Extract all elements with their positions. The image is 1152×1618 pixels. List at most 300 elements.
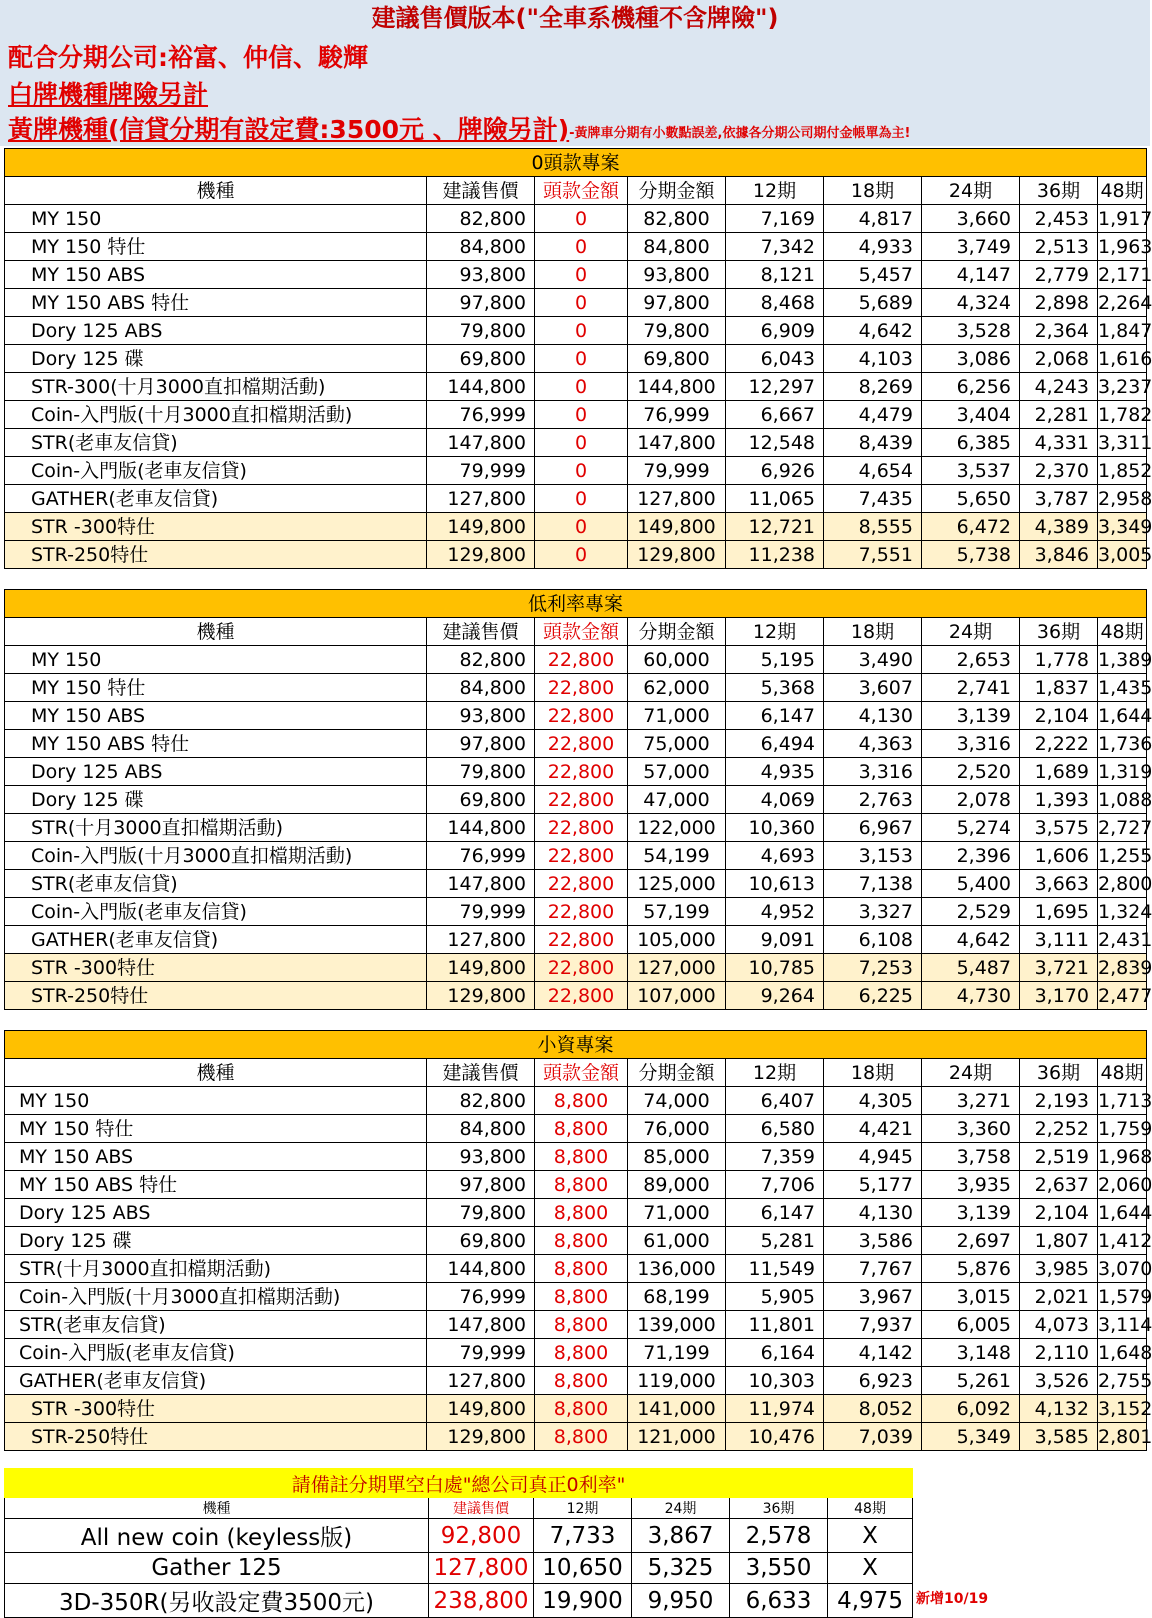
table-cell: 22,800 [535,758,628,786]
table-cell: 12,721 [726,513,824,541]
column-header: 建議售價 [427,618,535,646]
table-cell: 0 [535,429,628,457]
table-cell: 10,613 [726,870,824,898]
table-cell: 7,706 [726,1171,824,1199]
table-cell: 4,654 [824,457,922,485]
plan-table-low-interest [4,589,1152,1010]
table-row [5,702,1147,730]
table-cell: 0 [535,457,628,485]
table-row [5,758,1147,786]
table-cell: 144,800 [427,1255,535,1283]
column-header: 分期金額 [628,1059,726,1087]
column-header: 48期 [1098,618,1147,646]
table-row [5,1395,1147,1423]
table-cell: 6,472 [922,513,1020,541]
model-name: Coin-入門版(老車友信貸) [5,457,427,485]
table-cell: 147,800 [628,429,726,457]
model-name: STR(老車友信貸) [5,1311,427,1339]
table-cell: 1,435 [1098,674,1147,702]
table-cell: 2,110 [1020,1339,1098,1367]
table-row [5,1339,1147,1367]
column-header: 24期 [922,177,1020,205]
table-cell: 8,800 [535,1311,628,1339]
table-cell: 6,494 [726,730,824,758]
model-name: STR-300(十月3000直扣檔期活動) [5,373,427,401]
column-header: 頭款金額 [535,618,628,646]
table-cell: 4,130 [824,1199,922,1227]
table-cell: 2,453 [1020,205,1098,233]
table-cell: 2,801 [1098,1423,1147,1451]
table-cell: 144,800 [427,814,535,842]
table-cell: 47,000 [628,786,726,814]
model-name: GATHER(老車友信貸) [5,1367,427,1395]
table-cell: 12,297 [726,373,824,401]
table-cell: 8,800 [535,1087,628,1115]
table-cell: 1,689 [1020,758,1098,786]
table-cell: 127,800 [427,485,535,513]
table-cell: 1,324 [1098,898,1147,926]
table-cell: 6,164 [726,1339,824,1367]
table-cell: 129,800 [427,1423,535,1451]
table-cell: 147,800 [427,870,535,898]
table-cell: 2,578 [730,1519,828,1553]
column-header: 頭款金額 [535,1059,628,1087]
table-row [5,1143,1147,1171]
table-cell: 4,952 [726,898,824,926]
table-cell: 82,800 [628,205,726,233]
table-cell: 3,316 [922,730,1020,758]
table-cell: 107,000 [628,982,726,1010]
table-cell: 74,000 [628,1087,726,1115]
yellow-plate-text: 黃牌機種(信貸分期有設定費:3500元 、牌險另計) [8,115,570,144]
table-cell: 3,139 [922,1199,1020,1227]
model-name: STR-250特仕 [5,982,427,1010]
table-cell: 0 [535,289,628,317]
plan-table-zero-down [4,148,1152,569]
table-cell: 7,551 [824,541,922,569]
table-cell: 71,199 [628,1339,726,1367]
table-cell: 8,800 [535,1143,628,1171]
table-cell: 3,153 [824,842,922,870]
column-header: 機種 [5,177,427,205]
table-cell: 3,985 [1020,1255,1098,1283]
table-cell: 2,431 [1098,926,1147,954]
table-cell: 3,758 [922,1143,1020,1171]
table-cell: 79,999 [427,898,535,926]
table-row [5,205,1147,233]
table-cell: 7,767 [824,1255,922,1283]
table-cell: 0 [535,541,628,569]
table-cell: 4,642 [922,926,1020,954]
table-cell: 22,800 [535,926,628,954]
table-cell: 5,281 [726,1227,824,1255]
table-cell: 3,152 [1098,1395,1147,1423]
model-name: Dory 125 碟 [5,1227,427,1255]
table-cell: 0 [535,401,628,429]
model-name: Coin-入門版(老車友信貸) [5,1339,427,1367]
table-row [5,1255,1147,1283]
table-cell: 2,364 [1020,317,1098,345]
table-cell: 22,800 [535,898,628,926]
table-cell: 4,945 [824,1143,922,1171]
table-cell: 3,490 [824,646,922,674]
table-cell: 76,000 [628,1115,726,1143]
column-header: 48期 [1098,1059,1147,1087]
table-cell: 82,800 [427,1087,535,1115]
column-header: 36期 [1020,1059,1098,1087]
table-cell: 97,800 [427,730,535,758]
table-cell: 6,926 [726,457,824,485]
table-cell: 93,800 [427,261,535,289]
table-cell: 4,730 [922,982,1020,1010]
column-header: 24期 [922,1059,1020,1087]
table-cell: 1,759 [1098,1115,1147,1143]
table-row [5,814,1147,842]
column-header: 18期 [824,618,922,646]
table-cell: 71,000 [628,702,726,730]
table-cell: 22,800 [535,814,628,842]
table-cell: 139,000 [628,1311,726,1339]
table-cell: 10,303 [726,1367,824,1395]
plan-title-row [5,590,1147,618]
table-cell: 127,800 [429,1553,534,1584]
table-cell: 8,052 [824,1395,922,1423]
model-name: MY 150 [5,1087,427,1115]
table-row [5,1553,913,1584]
table-row [5,373,1147,401]
table-row [5,926,1147,954]
table-cell: 149,800 [427,1395,535,1423]
table-cell: 3,550 [730,1553,828,1584]
table-cell: 2,281 [1020,401,1098,429]
model-name: STR -300特仕 [5,1395,427,1423]
table-cell: 1,644 [1098,702,1147,730]
table-cell: 1,389 [1098,646,1147,674]
table-cell: 4,147 [922,261,1020,289]
table-row [5,513,1147,541]
model-name: MY 150 特仕 [5,674,427,702]
table-cell: 93,800 [427,702,535,730]
table-cell: 5,368 [726,674,824,702]
table-cell: 1,782 [1098,401,1147,429]
table-cell: 2,370 [1020,457,1098,485]
table-cell: 129,800 [427,541,535,569]
table-cell: 3,967 [824,1283,922,1311]
table-cell: 3,528 [922,317,1020,345]
table-cell: 2,755 [1098,1367,1147,1395]
table-cell: 2,060 [1098,1171,1147,1199]
table-cell: 3,404 [922,401,1020,429]
table-cell: 2,519 [1020,1143,1098,1171]
table-row [5,1367,1147,1395]
table-cell: 5,400 [922,870,1020,898]
column-header: 12期 [726,177,824,205]
table-cell: 127,000 [628,954,726,982]
table-cell: 2,222 [1020,730,1098,758]
column-header: 48期 [1098,177,1147,205]
table-cell: 1,852 [1098,457,1147,485]
table-cell: 97,800 [427,289,535,317]
table-cell: 8,800 [535,1283,628,1311]
table-cell: 6,967 [824,814,922,842]
table-cell: 1,606 [1020,842,1098,870]
table-cell: 8,439 [824,429,922,457]
table-cell: 1,393 [1020,786,1098,814]
table-cell: 8,800 [535,1367,628,1395]
table-cell: 8,800 [535,1199,628,1227]
table-row [5,457,1147,485]
table-cell: 2,763 [824,786,922,814]
table-cell: 69,800 [628,345,726,373]
table-cell: 3,721 [1020,954,1098,982]
table-cell: 8,800 [535,1171,628,1199]
table-cell: 129,800 [628,541,726,569]
model-name: All new coin (keyless版) [5,1519,429,1553]
table-cell: 10,360 [726,814,824,842]
table-cell: 3,148 [922,1339,1020,1367]
model-name: STR(十月3000直扣檔期活動) [5,814,427,842]
table-cell: 149,800 [427,954,535,982]
table-cell: 4,130 [824,702,922,730]
table-cell: 0 [535,205,628,233]
table-cell: 6,407 [726,1087,824,1115]
table-cell: 84,800 [427,674,535,702]
table-cell: 2,477 [1098,982,1147,1010]
table-row [5,317,1147,345]
table-cell: 1,736 [1098,730,1147,758]
table-cell: 2,104 [1020,702,1098,730]
table-cell: 75,000 [628,730,726,758]
table-cell: 6,633 [730,1584,828,1618]
table-cell: 8,468 [726,289,824,317]
table-cell: 8,800 [535,1423,628,1451]
model-name: STR-250特仕 [5,1423,427,1451]
table-cell: 11,801 [726,1311,824,1339]
table-cell: 129,800 [427,982,535,1010]
table-cell: 11,549 [726,1255,824,1283]
table-cell: 22,800 [535,954,628,982]
table-cell: 76,999 [427,1283,535,1311]
column-header: 12期 [726,1059,824,1087]
table-cell: 1,412 [1098,1227,1147,1255]
table-cell: 4,817 [824,205,922,233]
table-cell: 0 [535,513,628,541]
table-cell: 3,749 [922,233,1020,261]
table-cell: 4,324 [922,289,1020,317]
table-cell: 119,000 [628,1367,726,1395]
zero-interest-header-row [5,1498,913,1519]
table-cell: 57,000 [628,758,726,786]
finance-companies: 配合分期公司:裕富、仲信、駿輝 [8,43,368,72]
table-cell: 12,548 [726,429,824,457]
table-cell: 5,738 [922,541,1020,569]
table-cell: 6,108 [824,926,922,954]
table-cell: 7,937 [824,1311,922,1339]
table-cell: 6,043 [726,345,824,373]
table-cell: 2,520 [922,758,1020,786]
zero-interest-header: 48期 [828,1498,913,1519]
table-cell: 5,274 [922,814,1020,842]
table-cell: 2,529 [922,898,1020,926]
table-cell: 2,653 [922,646,1020,674]
table-row [5,1283,1147,1311]
table-cell: 1,778 [1020,646,1098,674]
zero-interest-header: 24期 [632,1498,730,1519]
table-row [5,842,1147,870]
table-cell: 69,800 [427,786,535,814]
table-row [5,1087,1147,1115]
table-cell: 3,316 [824,758,922,786]
table-cell: 1,648 [1098,1339,1147,1367]
table-cell: 3,360 [922,1115,1020,1143]
table-cell: 0 [535,317,628,345]
table-cell: 3,787 [1020,485,1098,513]
table-row [5,485,1147,513]
plan-title: 低利率專案 [5,590,1147,618]
model-name: MY 150 ABS 特仕 [5,730,427,758]
table-row [5,401,1147,429]
table-cell: 3,327 [824,898,922,926]
table-cell: 6,256 [922,373,1020,401]
column-header-row [5,618,1147,646]
table-cell: 7,169 [726,205,824,233]
table-cell: 5,876 [922,1255,1020,1283]
table-cell: 127,800 [628,485,726,513]
table-cell: 147,800 [427,1311,535,1339]
table-row [5,1171,1147,1199]
table-cell: 7,435 [824,485,922,513]
table-cell: 6,667 [726,401,824,429]
model-name: MY 150 [5,205,427,233]
table-cell: 8,800 [535,1227,628,1255]
plan-table-small-budget [4,1030,1152,1451]
table-cell: 93,800 [427,1143,535,1171]
table-cell: 22,800 [535,982,628,1010]
table-cell: 4,363 [824,730,922,758]
table-cell: 0 [535,373,628,401]
yellow-plate-small-note: -黃牌車分期有小數點誤差,依據各分期公司期付金帳單為主! [569,125,911,141]
model-name: MY 150 ABS 特仕 [5,289,427,317]
table-cell: 8,555 [824,513,922,541]
table-cell: 0 [535,345,628,373]
model-name: STR -300特仕 [5,513,427,541]
table-cell: 6,923 [824,1367,922,1395]
table-cell: 19,900 [534,1584,632,1618]
table-row [5,730,1147,758]
table-cell: 5,905 [726,1283,824,1311]
white-plate-note: 白牌機種牌險另計 [8,80,209,109]
table-row [5,1423,1147,1451]
table-cell: 7,359 [726,1143,824,1171]
model-name: Dory 125 ABS [5,317,427,345]
table-cell: 5,177 [824,1171,922,1199]
table-row [5,1227,1147,1255]
table-cell: 4,069 [726,786,824,814]
model-name: STR(老車友信貸) [5,870,427,898]
table-cell: 0 [535,233,628,261]
table-row [5,870,1147,898]
table-cell: 10,476 [726,1423,824,1451]
table-cell: 79,800 [427,1199,535,1227]
table-row [5,1584,913,1618]
table-cell: 93,800 [628,261,726,289]
column-header-row [5,1059,1147,1087]
table-cell: 22,800 [535,730,628,758]
table-cell: 76,999 [427,842,535,870]
table-cell: 3,663 [1020,870,1098,898]
table-cell: 84,800 [427,1115,535,1143]
table-cell: 11,974 [726,1395,824,1423]
table-row [5,786,1147,814]
model-name: Gather 125 [5,1553,429,1584]
table-row [5,898,1147,926]
table-cell: 4,421 [824,1115,922,1143]
table-cell: 1,255 [1098,842,1147,870]
table-cell: 3,237 [1098,373,1147,401]
table-cell: 5,689 [824,289,922,317]
table-row [5,289,1147,317]
column-header: 24期 [922,618,1020,646]
plan-title-row [5,149,1147,177]
table-row [5,1115,1147,1143]
table-cell: 4,933 [824,233,922,261]
model-name: MY 150 ABS [5,1143,427,1171]
table-cell: 3,005 [1098,541,1147,569]
table-cell: 0 [535,261,628,289]
model-name: GATHER(老車友信貸) [5,926,427,954]
table-cell: 76,999 [427,401,535,429]
table-cell: 89,000 [628,1171,726,1199]
table-cell: 4,693 [726,842,824,870]
table-cell: 3,585 [1020,1423,1098,1451]
table-cell: 136,000 [628,1255,726,1283]
table-cell: 5,261 [922,1367,1020,1395]
zero-interest-title: 請備註分期單空白處"總公司真正0利率" [5,1469,913,1498]
table-cell: 6,147 [726,1199,824,1227]
table-cell: 97,800 [427,1171,535,1199]
model-name: MY 150 [5,646,427,674]
table-cell: 4,975 [828,1584,913,1618]
column-header: 18期 [824,1059,922,1087]
table-row [5,261,1147,289]
table-cell: 125,000 [628,870,726,898]
table-cell: 6,005 [922,1311,1020,1339]
table-cell: 61,000 [628,1227,726,1255]
table-cell: 2,078 [922,786,1020,814]
model-name: MY 150 特仕 [5,233,427,261]
table-cell: 10,650 [534,1553,632,1584]
column-header: 18期 [824,177,922,205]
table-cell: 7,733 [534,1519,632,1553]
table-cell: 22,800 [535,702,628,730]
table-cell: 92,800 [429,1519,534,1553]
table-cell: 3,271 [922,1087,1020,1115]
model-name: Coin-入門版(十月3000直扣檔期活動) [5,1283,427,1311]
table-cell: 71,000 [628,1199,726,1227]
table-cell: 2,727 [1098,814,1147,842]
table-cell: 2,637 [1020,1171,1098,1199]
table-cell: 2,193 [1020,1087,1098,1115]
table-row [5,1519,913,1553]
table-cell: 82,800 [427,205,535,233]
table-cell: 2,839 [1098,954,1147,982]
table-cell: 6,909 [726,317,824,345]
table-cell: 4,389 [1020,513,1098,541]
table-cell: 105,000 [628,926,726,954]
table-cell: 6,580 [726,1115,824,1143]
table-cell: 22,800 [535,870,628,898]
table-cell: 3,111 [1020,926,1098,954]
